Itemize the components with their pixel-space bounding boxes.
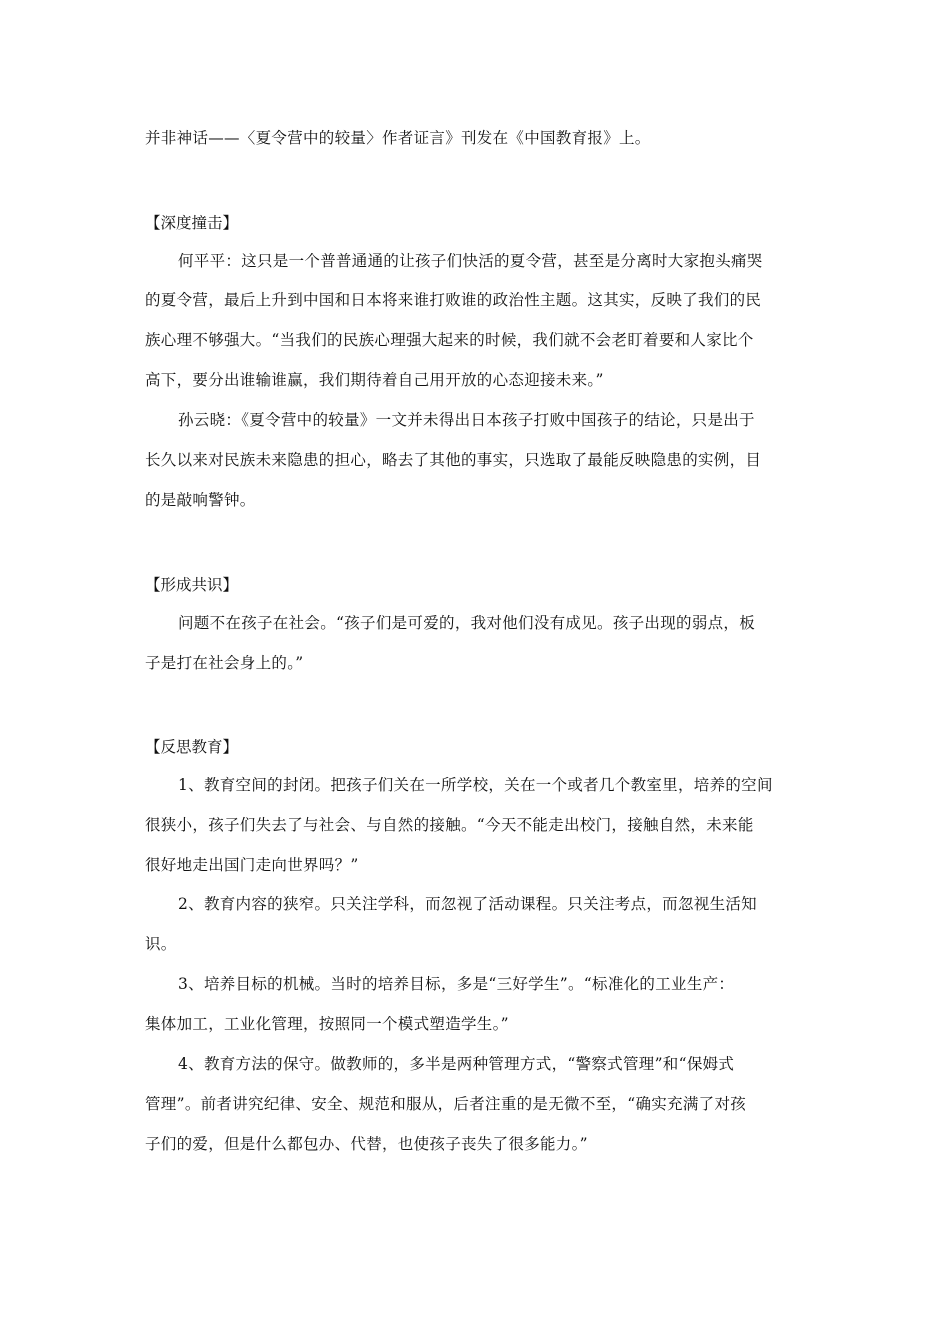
- paragraph-line: 1、教育空间的封闭。把孩子们关在一所学校，关在一个或者几个教室里，培养的空间: [178, 776, 773, 794]
- paragraph-line: 管理”。前者讲究纪律、安全、规范和服从，后者注重的是无微不至，“确实充满了对孩: [145, 1095, 747, 1113]
- paragraph-line: 识。: [145, 935, 177, 953]
- intro-line: 并非神话——〈夏令营中的较量〉作者证言》刊发在《中国教育报》上。: [145, 129, 651, 147]
- paragraph-line: 的夏令营，最后上升到中国和日本将来谁打败谁的政治性主题。这其实，反映了我们的民: [145, 291, 762, 309]
- paragraph-line: 问题不在孩子在社会。“孩子们是可爱的，我对他们没有成见。孩子出现的弱点，板: [178, 614, 756, 632]
- paragraph-line: 3、培养目标的机械。当时的培养目标，多是“三好学生”。“标准化的工业生产：: [178, 975, 735, 993]
- paragraph-line: 很好地走出国门走向世界吗？”: [145, 856, 359, 874]
- section-heading-consensus: 【形成共识】: [145, 576, 239, 594]
- paragraph-line: 子们的爱，但是什么都包办、代替，也使孩子丧失了很多能力。”: [145, 1135, 588, 1153]
- paragraph-line: 族心理不够强大。“当我们的民族心理强大起来的时候，我们就不会老盯着要和人家比个: [145, 331, 754, 349]
- paragraph-line: 长久以来对民族未来隐患的担心，略去了其他的事实，只选取了最能反映隐患的实例，目: [145, 451, 762, 469]
- paragraph-line: 2、教育内容的狭窄。只关注学科，而忽视了活动课程。只关注考点，而忽视生活知: [178, 895, 757, 913]
- paragraph-line: 集体加工，工业化管理，按照同一个模式塑造学生。”: [145, 1015, 509, 1033]
- paragraph-line: 很狭小，孩子们失去了与社会、与自然的接触。“今天不能走出校门，接触自然，未来能: [145, 816, 754, 834]
- paragraph-line: 何平平：这只是一个普普通通的让孩子们快活的夏令营，甚至是分离时大家抱头痛哭: [178, 252, 763, 270]
- paragraph-line: 的是敲响警钟。: [145, 491, 256, 509]
- section-heading-impact: 【深度撞击】: [145, 214, 239, 232]
- section-heading-reflect: 【反思教育】: [145, 738, 239, 756]
- paragraph-line: 孙云晓：《夏令营中的较量》一文并未得出日本孩子打败中国孩子的结论，只是出于: [178, 411, 755, 429]
- paragraph-line: 子是打在社会身上的。”: [145, 654, 304, 672]
- paragraph-line: 高下，要分出谁输谁赢，我们期待着自己用开放的心态迎接未来。”: [145, 371, 604, 389]
- paragraph-line: 4、教育方法的保守。做教师的，多半是两种管理方式，“警察式管理”和“保姆式: [178, 1055, 735, 1073]
